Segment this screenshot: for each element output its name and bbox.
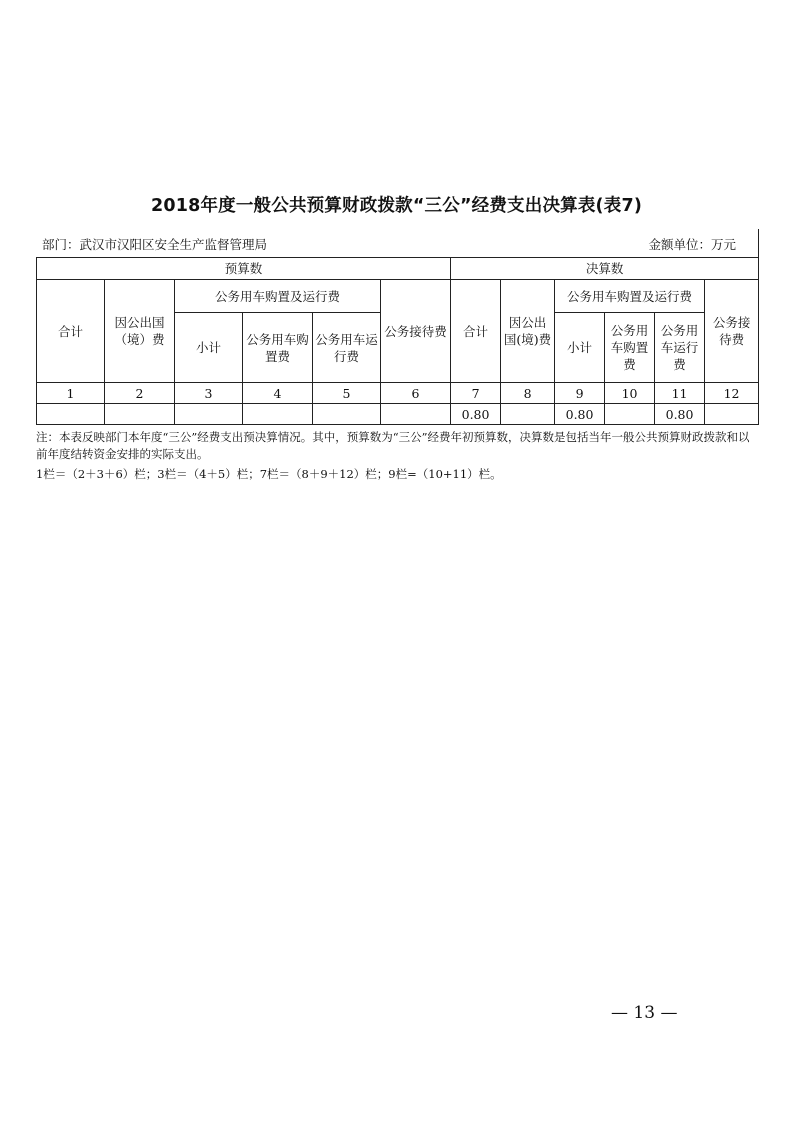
table-notes [36,429,760,483]
value-cell [381,404,451,425]
budget-subtotal-header: 小计 [175,313,243,383]
value-cell [243,404,313,425]
column-number: 4 [243,383,313,404]
table-meta-row [36,229,759,257]
column-number: 9 [555,383,605,404]
column-number: 6 [381,383,451,404]
header-row-groups [37,280,759,313]
column-number: 12 [705,383,759,404]
value-cell [313,404,381,425]
value-cell: 0.80 [655,404,705,425]
value-cell [501,404,555,425]
column-number: 8 [501,383,555,404]
column-number: 11 [655,383,705,404]
value-cell: 0.80 [451,404,501,425]
value-row [37,404,759,425]
final-abroad-header: 因公出国(境)费 [501,280,555,383]
amount-unit-label: 金额单位：万元 [648,237,736,252]
final-vehicle-run-header: 公务用车运行费 [655,313,705,383]
final-vehicle-group-header: 公务用车购置及运行费 [555,280,705,313]
value-cell [105,404,175,425]
budget-vehicle-purchase-header: 公务用车购置费 [243,313,313,383]
budget-reception-header: 公务接待费 [381,280,451,383]
value-cell: 0.80 [555,404,605,425]
note-formula: 1栏＝（2＋3＋6）栏；3栏＝（4＋5）栏；7栏＝（8＋9＋12）栏；9栏=（10+11）栏。 [36,467,502,481]
column-number: 5 [313,383,381,404]
budget-total-header: 合计 [37,280,105,383]
header-row-sections [37,258,759,280]
column-number: 2 [105,383,175,404]
page-number: — 13 — [611,1003,678,1023]
final-header: 决算数 [451,258,759,280]
column-number: 3 [175,383,243,404]
value-cell [705,404,759,425]
value-cell [605,404,655,425]
final-reception-header: 公务接待费 [705,280,759,383]
budget-abroad-header: 因公出国（境）费 [105,280,175,383]
department-label: 部门：武汉市汉阳区安全生产监督管理局 [42,237,268,252]
final-total-header: 合计 [451,280,501,383]
column-number-row [37,383,759,404]
column-number: 10 [605,383,655,404]
column-number: 1 [37,383,105,404]
budget-header: 预算数 [37,258,451,280]
budget-vehicle-run-header: 公务用车运行费 [313,313,381,383]
value-cell [37,404,105,425]
three-public-expenses-table [36,257,759,425]
final-vehicle-purchase-header: 公务用车购置费 [605,313,655,383]
value-cell [175,404,243,425]
column-number: 7 [451,383,501,404]
table-title: 2018年度一般公共预算财政拨款“三公”经费支出决算表(表7) [150,196,643,216]
budget-vehicle-group-header: 公务用车购置及运行费 [175,280,381,313]
note-paragraph: 注：本表反映部门本年度“三公”经费支出预决算情况。其中，预算数为“三公”经费年初预算数，决算数是包括当年一般公共预算财政拨款和以前年度结转资金安排的实际支出。 [36,430,750,461]
final-subtotal-header: 小计 [555,313,605,383]
